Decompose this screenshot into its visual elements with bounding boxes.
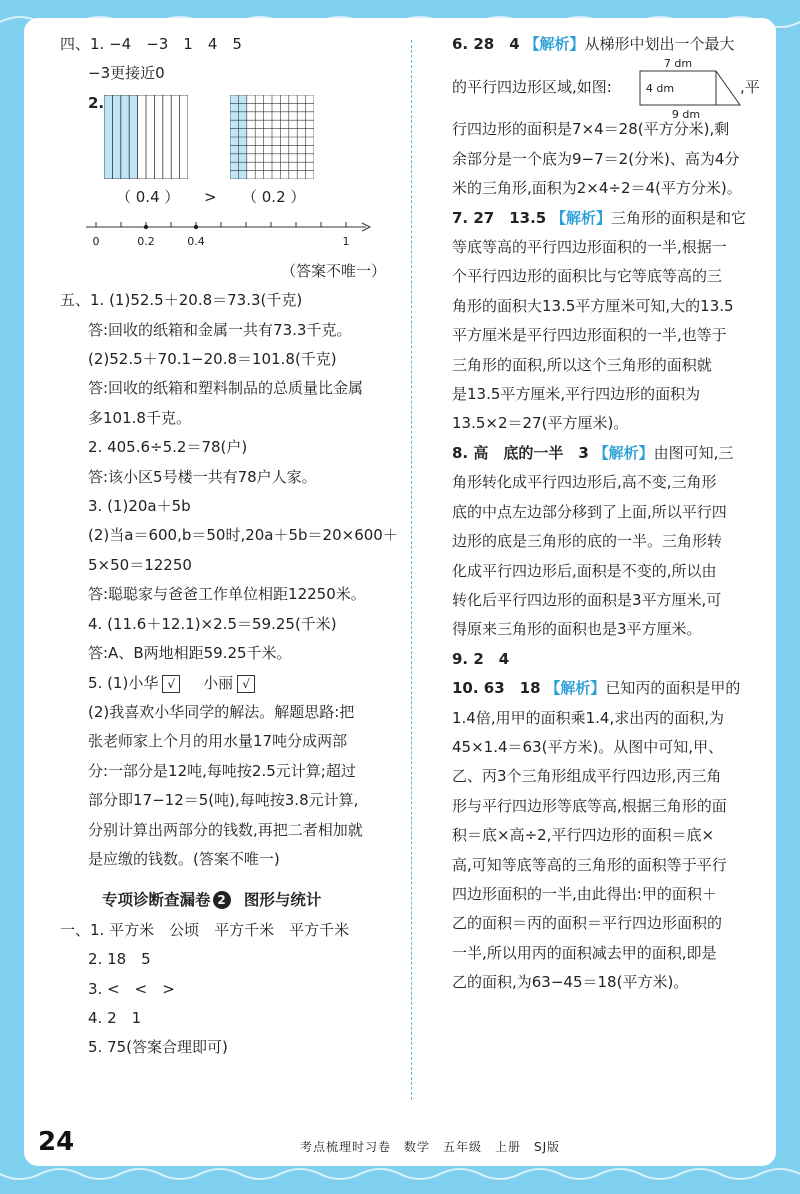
q6-d: 余部分是一个底为9−7＝2(分米)、高为4分 [452,149,740,168]
s4-2-grid-row [60,89,390,183]
q10-a: 已知丙的面积是甲的 [605,679,741,698]
s5-5-a2: 小丽 [203,673,234,692]
q8-f: 转化后平行四边形的面积是3平方厘米,可 [452,590,722,609]
q8-c: 底的中点左边部分移到了上面,所以平行四 [452,502,727,521]
q7-g: 是13.5平方厘米,平行四边形的面积为 [452,385,701,404]
s5-3-c: 5×50＝12250 [88,555,192,574]
number-line-point [144,225,148,229]
q6-head: 6. 28 4 [452,35,520,53]
q7-f: 三角形的面积,所以这个三角形的面积就 [452,355,712,374]
section-badge: 2 [213,891,231,909]
number-line-label: 1 [342,234,350,248]
section-title-a: 专项诊断查漏卷 [102,891,211,910]
check-box-xiaoli: √ [237,675,255,693]
analysis-tag: 【解析】 [551,208,612,227]
s5-3-d: 答:聪聪家与爸爸工作单位相距12250米。 [88,585,366,604]
q10-g: 高,可知等底等高的三角形的面积等于平行 [452,855,727,874]
q10-j: 一半,所以用丙的面积减去甲的面积,即是 [452,943,717,962]
q6-e: 米的三角形,面积为2×4÷2＝4(平方分米)。 [452,179,742,198]
s5-5-a1: 5. (1)小华 [88,673,159,692]
q6-a: 从梯形中划出一个最大 [584,35,735,53]
s1-2: 2. 18 5 [88,950,151,969]
q8-b: 角形转化成平行四边形后,高不变,三角形 [452,473,717,492]
q6-b2: ,平 [740,78,760,97]
s4-2-right-value: （ 0.2 ） [242,187,306,206]
q10-i: 乙的面积＝丙的面积＝平行四边形面积的 [452,914,723,933]
right-column [452,30,772,998]
analysis-tag: 【解析】 [545,679,606,698]
s5-5-g: 是应缴的钱数。(答案不唯一) [88,849,280,868]
q10-k: 乙的面积,为63−45＝18(平方米)。 [452,973,689,992]
q10-d: 乙、丙3个三角形组成平行四边形,丙三角 [452,767,722,786]
s5-1-c: (2)52.5＋70.1−20.8＝101.8(千克) [88,350,337,369]
s5-1-d: 答:回收的纸箱和塑料制品的总质量比金属 [88,379,364,398]
s5-4-b: 答:A、B两地相距59.25千米。 [88,644,292,663]
s5-3-a: 3. (1)20a＋5b [88,497,191,516]
s5-2-a: 2. 405.6÷5.2＝78(户) [88,438,248,457]
q7-c: 个平行四边形的面积比与它等底等高的三 [452,267,723,286]
page-number: 24 [38,1127,75,1157]
number-line-row [60,213,390,257]
s5-5-f: 分别计算出两部分的钱数,再把二者相加就 [88,820,363,839]
s4-2-left-value: （ 0.4 ） [116,187,180,206]
trapezoid-bottom-label: 9 dm [671,108,701,122]
number-line-label: 0.2 [137,234,155,248]
q8-line1 [452,439,772,468]
q8-e: 化成平行四边形后,面积是不变的,所以由 [452,561,717,580]
q8-a: 由图可知,三 [653,443,734,462]
check-box-xiaohua: √ [162,675,180,693]
q10-line1 [452,674,772,703]
q6-figure-row [452,57,772,122]
q8-head: 8. 高 底的一半 3 [452,443,589,462]
column-divider [411,40,412,1100]
s4-2-note: （答案不唯一） [280,261,386,280]
number-line [86,213,376,253]
s4-2-label: 2. [88,93,105,112]
analysis-tag: 【解析】 [593,443,654,462]
q7-e: 平方厘米是平行四边形面积的一半,也等于 [452,326,727,345]
q8-d: 边形的底是三角形的底的一半。三角形转 [452,532,723,551]
trapezoid-top-label: 7 dm [663,57,693,71]
hundredths-grid-figure [230,95,314,179]
q6-b: 的平行四边形区域,如图: [452,78,612,97]
number-line-point [194,225,198,229]
q10-b: 1.4倍,用甲的面积乘1.4,求出丙的面积,为 [452,708,725,727]
s4-1-line1: 四、1. −4 −3 1 4 5 [60,35,242,53]
q10-h: 四边形面积的一半,由此得出:甲的面积＋ [452,884,717,903]
s1-3: 3. < < > [88,979,175,998]
q9: 9. 2 4 [452,649,510,668]
q8-g: 得原来三角形的面积也是3平方厘米。 [452,620,702,639]
q7-d: 角形的面积大13.5平方厘米可知,大的13.5 [452,296,734,315]
s4-2-compare-sign: > [204,187,217,206]
s5-5-a [60,669,390,698]
s5-1-b: 答:回收的纸箱和金属一共有73.3千克。 [88,320,352,339]
q10-head: 10. 63 18 [452,679,541,698]
q7-b: 等底等高的平行四边形面积的一半,根据一 [452,238,727,257]
bottom-wave-border [0,1164,800,1194]
left-column [60,30,398,1063]
q7-head: 7. 27 13.5 [452,208,547,227]
s5-5-b: (2)我喜欢小华同学的解法。解题思路:把 [88,702,355,721]
s5-1-e: 多101.8千克。 [88,408,191,427]
s1-1: 一、1. 平方米 公顷 平方千米 平方千米 [60,920,350,939]
q7-line1 [452,204,772,233]
s5-5-d: 分:一部分是12吨,每吨按2.5元计算;超过 [88,761,356,780]
q10-c: 45×1.4＝63(平方米)。从图中可知,甲、 [452,737,724,756]
s5-3-b: (2)当a＝600,b＝50时,20a＋5b＝20×600＋ [88,526,398,545]
section-title-b: 图形与统计 [243,891,322,910]
footer-text: 考点梳理时习卷 数学 五年级 上册 SJ版 [300,1140,561,1154]
top-wave-border [0,0,800,30]
q6-line1 [452,30,772,59]
section-title [60,886,390,915]
trapezoid-figure [630,57,748,121]
number-line-label: 0.4 [187,234,205,248]
s5-2-b: 答:该小区5号楼一共有78户人家。 [88,467,317,486]
q10-e: 形与平行四边形等底等高,根据三角形的面 [452,796,727,815]
s4-2-compare-row [60,183,390,213]
q7-a: 三角形的面积是和它 [611,208,747,227]
s5-5-c: 张老师家上个月的用水量17吨分成两部 [88,732,348,751]
s5-1-a: 五、1. (1)52.5＋20.8＝73.3(千克) [60,291,303,310]
s1-4: 4. 2 1 [88,1008,142,1027]
trapezoid-height-label: 4 dm [645,82,675,96]
analysis-tag: 【解析】 [524,35,585,53]
q10-f: 积＝底×高÷2,平行四边形的面积＝底× [452,826,715,845]
number-line-label: 0 [92,234,100,248]
tenths-grid-figure [104,95,188,179]
s5-4-a: 4. (11.6＋12.1)×2.5＝59.25(千米) [88,614,337,633]
q7-h: 13.5×2＝27(平方厘米)。 [452,414,629,433]
q6-c: 行四边形的面积是7×4＝28(平方分米),剩 [452,120,730,139]
s5-5-e: 部分即17−12＝5(吨),每吨按3.8元计算, [88,791,359,810]
s4-1-line2: −3更接近0 [88,64,165,83]
s1-5: 5. 75(答案合理即可) [88,1038,228,1057]
